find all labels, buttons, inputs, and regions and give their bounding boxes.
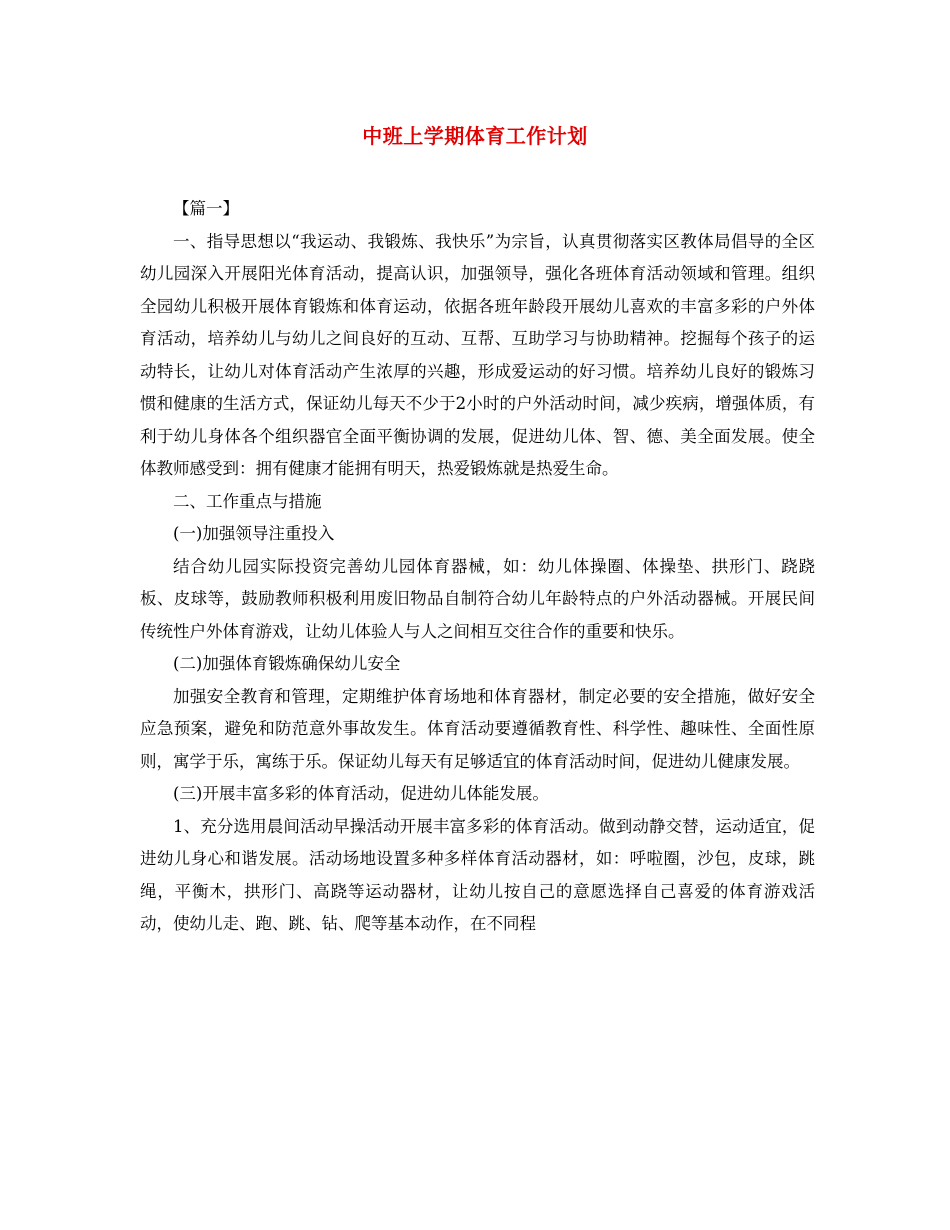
document-title: 中班上学期体育工作计划 (362, 124, 588, 148)
subheading-leadership: (一)加强领导注重投入 (173, 524, 335, 543)
paragraph-equipment: 结合幼儿园实际投资完善幼儿园体育器械，如：幼儿体操圈、体操垫、拱形门、跷跷板、皮球等，鼓励教师积极利用废旧物品自制符合幼儿年龄特点的户外活动器械。开展民间传统性户外体育游戏，让幼儿体验人与人之间相互交往合作的重要和快乐。 (140, 556, 815, 641)
section-label: 【篇一】 (173, 199, 239, 218)
section-heading-key-work: 二、工作重点与措施 (173, 491, 322, 511)
paragraph-safety: 加强安全教育和管理，定期维护体育场地和体育器材，制定必要的安全措施，做好安全应急预案，避免和防范意外事故发生。体育活动要遵循教育性、科学性、趣味性、全面性原则，寓学于乐，寓练于乐。保证幼儿每天有足够适宜的体育活动时间，促进幼儿健康发展。 (140, 686, 815, 771)
document-body (140, 193, 815, 941)
subheading-activities: (三)开展丰富多彩的体育活动，促进幼儿体能发展。 (173, 784, 549, 803)
paragraph-guiding-ideology: 一、指导思想以“我运动、我锻炼、我快乐”为宗旨，认真贯彻落实区教体局倡导的全区幼儿园深入开展阳光体育活动，提高认识，加强领导，强化各班体育活动领域和管理。组织全园幼儿积极开展体育锻炼和体育运动，依据各班年龄段开展幼儿喜欢的丰富多彩的户外体育活动，培养幼儿与幼儿之间良好的互动、互帮、互助学习与协助精神。挖掘每个孩子的运动特长，让幼儿对体育活动产生浓厚的兴趣，形成爱运动的好习惯。培养幼儿良好的锻炼习惯和健康的生活方式，保证幼儿每天不少于2小时的户外活动时间，减少疾病，增强体质，有利于幼儿身体各个组织器官全面平衡协调的发展，促进幼儿体、智、德、美全面发展。使全体教师感受到：拥有健康才能拥有明天，热爱锻炼就是热爱生命。 (140, 231, 815, 478)
subheading-safety: (二)加强体育锻炼确保幼儿安全 (173, 654, 401, 673)
paragraph-morning-activities: 1、充分选用晨间活动早操活动开展丰富多彩的体育活动。做到动静交替，运动适宜，促进幼儿身心和谐发展。活动场地设置多种多样体育活动器材，如：呼啦圈，沙包，皮球，跳绳，平衡木，拱形门、高跷等运动器材，让幼儿按自己的意愿选择自己喜爱的体育游戏活动，使幼儿走、跑、跳、钻、爬等基本动作，在不同程 (140, 816, 815, 933)
